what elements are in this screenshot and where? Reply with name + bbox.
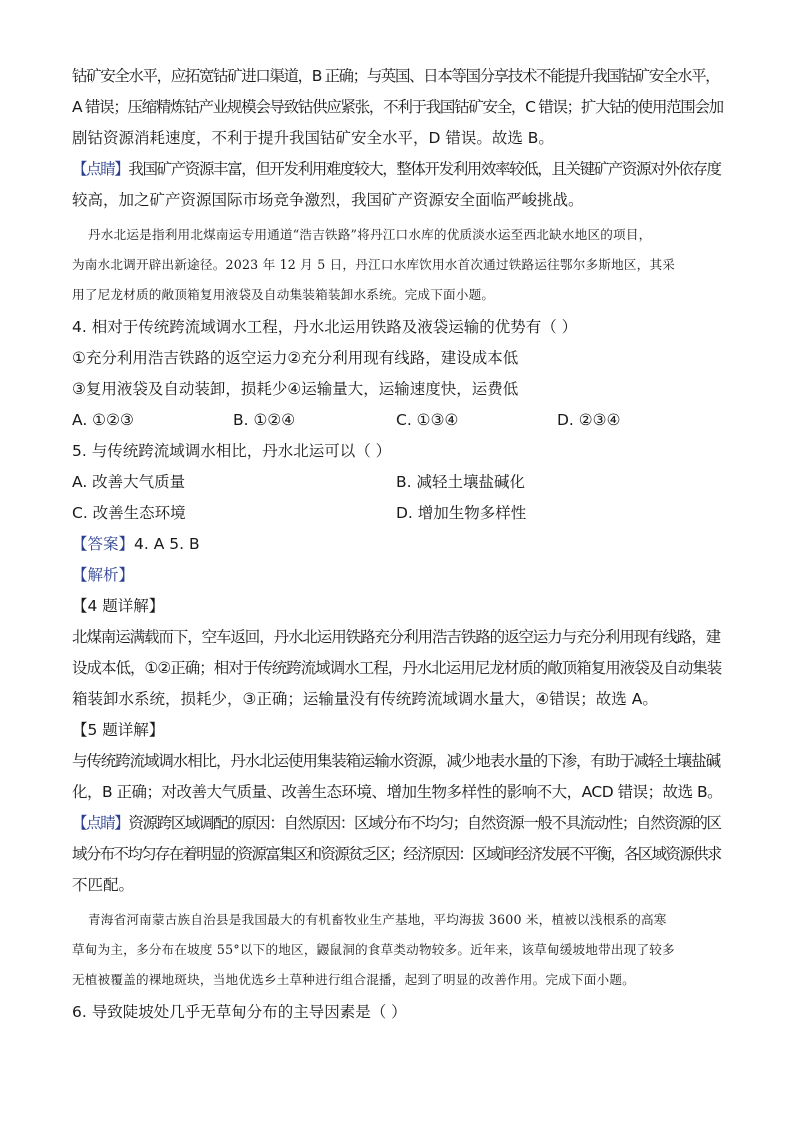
text-line: 设成本低，①②正确；相对于传统跨流域调水工程，丹水北运用尼龙材质的敞顶箱复用液袋及自动集装 [72,659,722,677]
option-b: B. 减轻土壤盐碱化 [396,473,525,491]
text-line: 北煤南运满载而下，空车返回，丹水北运用铁路充分利用浩吉铁路的返空运力与充分利用现有线路，建 [72,628,721,646]
option-d: D. 增加生物多样性 [396,504,527,522]
question-4-statement: ①充分利用浩吉铁路的返空运力②充分利用现有线路，建设成本低 [72,349,519,367]
text-line: 资源跨区域调配的原因：自然原因：区域分布不均匀；自然资源一般不具流动性；自然资源的区 [128,814,721,832]
material-line: 无植被覆盖的裸地斑块，当地优选乡土草种进行组合混播，起到了明显的改善作用。完成下面小题。 [72,972,635,987]
question-4-stem: 4. 相对于传统跨流域调水工程，丹水北运用铁路及液袋运输的优势有（ ） [72,318,578,336]
option-d: D. ②③④ [557,411,621,429]
option-c: C. 改善生态环境 [72,504,186,522]
dianjing-tag: 【点睛】 [72,814,129,832]
material-line: 青海省河南蒙古族自治县是我国最大的有机畜牧业生产基地，平均海拔 3600 米，植被以浅根系的高寒 [88,912,667,927]
question-5-stem: 5. 与传统跨流域调水相比，丹水北运可以（ ） [72,442,392,460]
answer-line [72,534,722,554]
option-a: A. 改善大气质量 [72,473,186,491]
text-line: 较高，加之矿产资源国际市场竞争激烈，我国矿产资源安全面临严峻挑战。 [72,191,584,209]
material-line: 用了尼龙材质的敞顶箱复用液袋及自动集装箱装卸水系统。完成下面小题。 [72,287,495,302]
dianjing-1 [72,159,722,179]
answer-text: 4. A 5. B [134,535,200,553]
dianjing-2 [72,813,722,833]
text-line: 剧钴资源消耗速度，不利于提升我国钴矿安全水平，D 错误。故选 B。 [72,129,554,147]
option-b: B. ①②④ [233,411,296,429]
material-line: 草甸为主，多分布在坡度 55°以下的地区，鼹鼠洞的食草类动物较多。近年来，该草甸缓坡地带出现了较多 [72,942,675,957]
detail-4-tag: 【4 题详解】 [72,597,165,615]
text-line: 我国矿产资源丰富，但开发利用难度较大，整体开发利用效率较低，且关键矿产资源对外依存度 [128,160,721,178]
detail-5-tag: 【5 题详解】 [72,721,165,739]
question-6-stem: 6. 导致陡坡处几乎无草甸分布的主导因素是（ ） [72,1003,407,1021]
option-c: C. ①③④ [396,411,459,429]
text-line: 钴矿安全水平，应拓宽钴矿进口渠道，B 正确；与英国、日本等国分享技术不能提升我国钴矿安全水平， [72,67,720,85]
text-line: 箱装卸水系统，损耗少，③正确；运输量没有传统跨流域调水量大，④错误；故选 A。 [72,690,658,708]
answer-tag: 【答案】 [72,535,135,553]
material-line: 丹水北运是指利用北煤南运专用通道“浩吉铁路”将丹江口水库的优质淡水运至西北缺水地区的项目， [88,227,652,242]
text-line: 与传统跨流域调水相比，丹水北运使用集装箱运输水资源，减少地表水量的下渗，有助于减轻土壤盐碱 [72,752,721,770]
analysis-tag: 【解析】 [72,566,135,584]
text-line: 化，B 正确；对改善大气质量、改善生态环境、增加生物多样性的影响不大，ACD 错误；故选 B。 [72,783,723,801]
option-a: A. ①②③ [72,411,134,429]
text-line: 域分布不均匀存在着明显的资源富集区和资源贫乏区；经济原因：区域间经济发展不平衡，各区域资源供求 [72,845,721,863]
dianjing-tag: 【点睛】 [72,160,129,178]
text-line: A 错误；压缩精炼钴产业规模会导致钴供应紧张，不利于我国钴矿安全，C 错误；扩大钴的使用范围会加 [72,98,723,116]
text-line: 不匹配。 [72,876,135,894]
material-line: 为南水北调开辟出新途径。2023 年 12 月 5 日，丹江口水库饮用水首次通过铁路运往鄂尔多斯地区，其采 [72,257,676,272]
question-4-statement: ③复用液袋及自动装卸，损耗少④运输量大，运输速度快，运费低 [72,380,519,398]
